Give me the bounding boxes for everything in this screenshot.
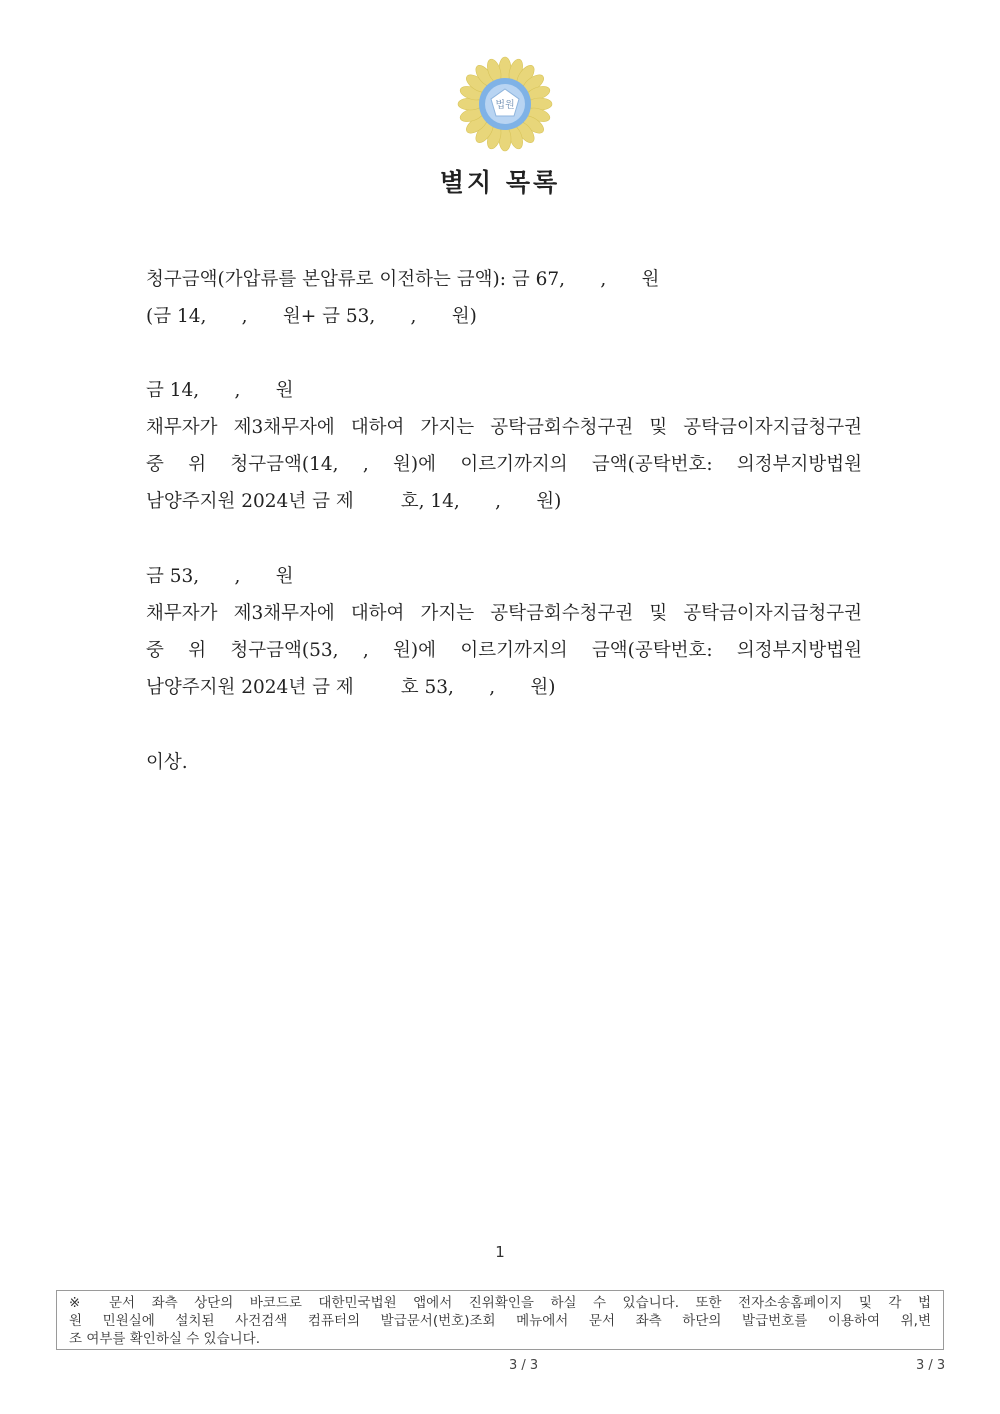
item-1-desc-line-3: 남양주지원 2024년 금 제 호, 14, , 원): [146, 491, 562, 512]
pager-right: 3 / 3: [916, 1358, 946, 1373]
item-1-desc-line-2: 중 위 청구금액(14, , 원)에 이르기까지의 금액(공탁번호: 의정부지방법원: [146, 454, 862, 475]
closing-text: 이상.: [146, 752, 188, 773]
item-2-amount: 금 53, , 원: [146, 566, 294, 587]
court-emblem-logo: [457, 56, 553, 152]
claim-amount-line: 청구금액(가압류를 본압류로 이전하는 금액): 금 67, , 원: [146, 269, 660, 290]
claim-breakdown-line: (금 14, , 원+ 금 53, , 원): [146, 306, 477, 327]
closing: [146, 744, 862, 781]
court-emblem-icon: [457, 56, 553, 152]
page-title: 별지 목록: [439, 168, 561, 197]
notice-line-1: ※ 문서 좌측 상단의 바코드로 대한민국법원 앱에서 진위확인을 하실 수 있습니다. 또한 전자소송홈페이지 및 각 법: [69, 1295, 931, 1311]
emblem-text: 법원: [495, 100, 515, 111]
claim-summary: [146, 261, 862, 335]
item-1-amount: 금 14, , 원: [146, 380, 294, 401]
item-2-desc-line-3: 남양주지원 2024년 금 제 호 53, , 원): [146, 677, 556, 698]
verification-notice-box: [56, 1290, 944, 1350]
pager-center: 3 / 3: [509, 1358, 539, 1373]
item-1-desc-line-1: 채무자가 제3채무자에 대하여 가지는 공탁금회수청구권 및 공탁금이자지급청구권: [146, 417, 862, 438]
page-number: 1: [495, 1243, 505, 1261]
claim-item-2: [146, 558, 862, 706]
claim-item-1: [146, 372, 862, 520]
item-2-desc-line-2: 중 위 청구금액(53, , 원)에 이르기까지의 금액(공탁번호: 의정부지방법원: [146, 640, 862, 661]
notice-line-3: 조 여부를 확인하실 수 있습니다.: [69, 1331, 260, 1347]
item-2-desc-line-1: 채무자가 제3채무자에 대하여 가지는 공탁금회수청구권 및 공탁금이자지급청구권: [146, 603, 862, 624]
notice-line-2: 원 민원실에 설치된 사건검색 컴퓨터의 발급문서(번호)조회 메뉴에서 문서 좌측 하단의 발급번호를 이용하여 위,변: [69, 1313, 931, 1329]
